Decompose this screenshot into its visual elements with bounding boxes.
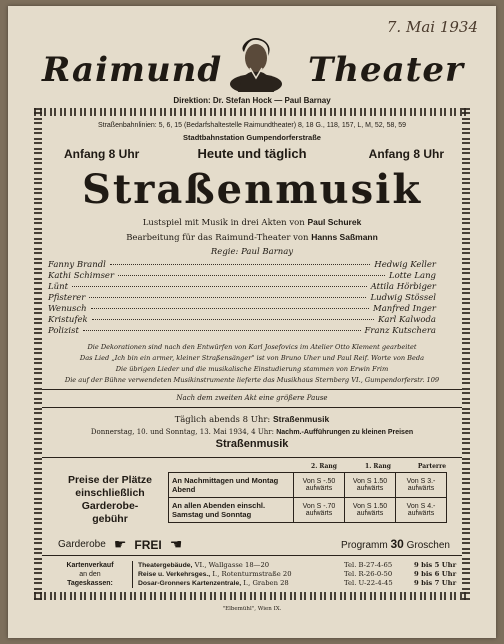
direction-line: Direktion: Dr. Stefan Hock — Paul Barnay bbox=[173, 96, 331, 105]
price-cell: Von S 4.- aufwärts bbox=[396, 498, 447, 523]
box-office-row: Reise u. Verkehrsges., I., Rotenturmstraße 20 Tel. R-26-0-50 9 bis 6 Uhr bbox=[138, 570, 457, 578]
start-time-right: Anfang 8 Uhr bbox=[368, 147, 444, 161]
cast-row: Fanny Brandl Hedwig Keller bbox=[48, 260, 436, 270]
table-row bbox=[169, 498, 447, 523]
border-bottom bbox=[34, 592, 470, 600]
transport-line: Straßenbahnlinien: 5, 6, 15 (Bedarfshaltestelle Raimundtheater) 8, 18 G., 118, 157, L, M, 52, 58, 59 bbox=[97, 122, 407, 129]
adaptation-prefix: Bearbeitung für das Raimund-Theater von bbox=[126, 233, 309, 243]
regie-line: Regie: Paul Barnay bbox=[210, 247, 294, 257]
divider bbox=[42, 389, 462, 390]
price-cell: Von S 3.- aufwärts bbox=[396, 473, 447, 498]
programm-line bbox=[341, 537, 450, 551]
author-name: Paul Schurek bbox=[307, 217, 362, 227]
subtitle-prefix: Lustspiel mit Musik in drei Akten von bbox=[142, 218, 305, 228]
price-row-label: An allen Abenden einschl. Samstag und Sonntag bbox=[169, 498, 294, 523]
prices-label: Preise der Plätze einschließlich Garderobe- gebühr bbox=[67, 474, 153, 525]
cast-row: Polizist Franz Kutschera bbox=[48, 326, 436, 336]
credit-line: Die Dekorationen sind nach den Entwürfen von Karl Josefovics im Atelier Otto Klement gearbeitet bbox=[87, 343, 417, 351]
matinee-text: Donnerstag, 10. und Sonntag, 13. Mai 1934, 4 Uhr: bbox=[90, 428, 274, 436]
credit-line: Die auf der Bühne verwendeten Musikinstrumente lieferte das Musikhaus Sternberg VI., Gumpendorferstr. 109 bbox=[64, 376, 440, 384]
theater-name-left: Raimund bbox=[42, 50, 223, 90]
garderobe-value: FREI bbox=[134, 537, 162, 552]
pause-note: Nach dem zweiten Akt eine größere Pause bbox=[176, 394, 328, 402]
price-header-parterre: Parterre bbox=[417, 463, 447, 470]
pointing-hand-right-icon: ☛ bbox=[113, 536, 127, 552]
price-header-2rang: 2. Rang bbox=[311, 463, 337, 470]
garderobe-label: Garderobe bbox=[58, 539, 106, 550]
programm-label: Programm bbox=[341, 540, 388, 551]
box-office-row: Dosar-Gronners Kartenzentrale, I., Graben 28 Tel. U-22-4-45 9 bis 7 Uhr bbox=[138, 579, 457, 587]
programm-unit: Groschen bbox=[406, 540, 450, 551]
divider bbox=[42, 555, 462, 556]
daily-title: Straßenmusik bbox=[273, 414, 330, 424]
raimund-portrait bbox=[228, 34, 284, 92]
theater-name-right: Theater bbox=[308, 50, 464, 90]
daily-line bbox=[8, 414, 496, 425]
price-cell: Von S -.50 aufwärts bbox=[294, 473, 345, 498]
matinee-title: Straßenmusik bbox=[215, 438, 289, 450]
cast-row: Kathi Schimser Lotte Lang bbox=[48, 271, 436, 281]
play-title: Straßenmusik bbox=[81, 166, 423, 213]
matinee-line bbox=[8, 428, 496, 436]
divider bbox=[42, 457, 462, 458]
heute-taeglich: Heute und täglich bbox=[197, 146, 307, 161]
garderobe-line bbox=[58, 536, 182, 553]
daily-prefix: Täglich abends 8 Uhr: bbox=[174, 415, 271, 425]
subtitle-line bbox=[8, 217, 496, 228]
price-row-label: An Nachmittagen und Montag Abend bbox=[169, 473, 294, 498]
price-cell: Von S 1.50 aufwärts bbox=[345, 498, 396, 523]
table-row bbox=[169, 473, 447, 498]
price-header-1rang: 1. Rang bbox=[365, 463, 391, 470]
credit-line: Das Lied „Ich bin ein armer, kleiner Straßensänger" ist von Bruno Uher und Paul Reif. Worte von Beda bbox=[79, 354, 425, 362]
adapter-name: Hanns Saßmann bbox=[311, 232, 378, 242]
poster-sheet bbox=[8, 6, 496, 638]
price-cell: Von S 1.50 aufwärts bbox=[345, 473, 396, 498]
programm-value: 30 bbox=[390, 537, 404, 551]
cast-row: Pfisterer Ludwig Stössel bbox=[48, 293, 436, 303]
matinee-bold: Nachm.-Aufführungen zu kleinen Preisen bbox=[276, 429, 414, 436]
printer-imprint: "Elbemühl", Wien IX. bbox=[222, 606, 282, 612]
price-cell: Von S -.70 aufwärts bbox=[294, 498, 345, 523]
handwritten-date: 7. Mai 1934 bbox=[386, 18, 478, 36]
pointing-hand-left-icon: ☚ bbox=[169, 536, 183, 552]
border-top bbox=[34, 108, 470, 116]
credit-line: Die übrigen Lieder und die musikalische Einstudierung stammen von Erwin Frim bbox=[115, 365, 389, 373]
divider bbox=[42, 407, 462, 408]
cast-row: Kristufek Karl Kalwoda bbox=[48, 315, 436, 325]
box-office-label: Kartenverkauf an den Tageskassen: bbox=[48, 561, 133, 588]
cast-row: Wenusch Manfred Inger bbox=[48, 304, 436, 314]
start-time-left: Anfang 8 Uhr bbox=[64, 147, 140, 161]
station-line: Stadtbahnstation Gumpendorferstraße bbox=[183, 133, 321, 142]
cast-row: Lünt Attila Hörbiger bbox=[48, 282, 436, 292]
adaptation-line bbox=[8, 232, 496, 243]
box-office-row: Theatergebäude, VI., Wallgasse 18—20 Tel. B-27-4-65 9 bis 5 Uhr bbox=[138, 561, 457, 569]
price-table bbox=[168, 472, 447, 523]
